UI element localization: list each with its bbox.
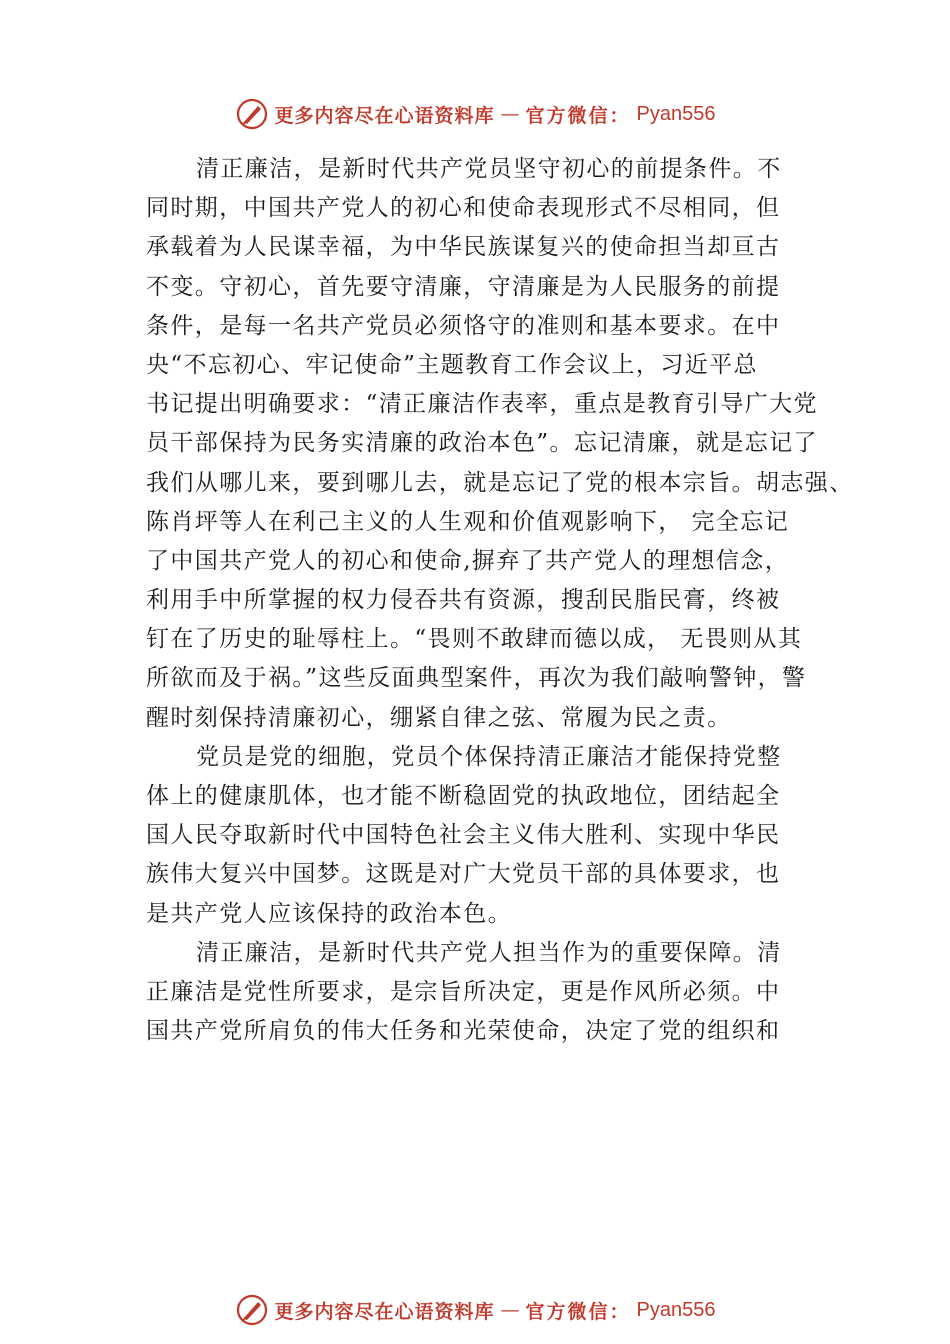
footer-wechat-id: Pyan556 [636,1298,716,1321]
paragraph-line: 书记提出明确要求：“清正廉洁作表率，重点是教育引导广大党 [146,391,818,418]
paragraph-line: 所欲而及于祸。”这些反面典型案件，再次为我们敲响警钟，警 [146,665,807,692]
paragraph-line: 国共产党所肩负的伟大任务和光荣使命，决定了党的组织和 [146,1018,781,1045]
header-brand-text: 更多内容尽在心语资料库 [274,104,495,127]
header-wechat-id: Pyan556 [636,102,716,125]
paragraph-line: 不变。守初心，首先要守清廉，守清廉是为人民服务的前提 [146,273,781,300]
paragraph-line: 员干部保持为民务实清廉的政治本色”。忘记清廉，就是忘记了 [146,430,818,457]
paragraph-line: 利用手中所掌握的权力侵吞共有资源，搜刮民脂民膏，终被 [146,587,781,614]
paragraph-line: 正廉洁是党性所要求，是宗旨所决定，更是作风所必须。中 [146,978,781,1005]
quill-pen-logo-icon [235,1293,269,1327]
paragraph-line: 我们从哪儿来，要到哪儿去，就是忘记了党的根本宗旨。胡志强、 [146,469,854,496]
footer-separator: — [500,1299,520,1321]
paragraph-line: 醒时刻保持清廉初心，绷紧自律之弦、常履为民之责。 [146,704,732,731]
footer-brand-text: 更多内容尽在心语资料库 [274,1300,495,1323]
paragraph-line: 国人民夺取新时代中国特色社会主义伟大胜利、实现中华民 [146,822,781,849]
paragraph-line: 钉在了历史的耻辱柱上。“畏则不敢肆而德以成， 无畏则从其 [146,626,803,653]
paragraph-line: 党员是党的细胞，党员个体保持清正廉洁才能保持党整 [196,743,782,770]
paragraph-line: 族伟大复兴中国梦。这既是对广大党员干部的具体要求，也 [146,861,781,888]
paragraph-line: 了中国共产党人的初心和使命,摒弃了共产党人的理想信念， [146,547,790,574]
paragraph-line: 央“不忘初心、牢记使命”主题教育工作会议上，习近平总 [146,351,758,378]
quill-pen-logo-icon [235,97,269,131]
paragraph-line: 条件，是每一名共产党员必须恪守的准则和基本要求。在中 [146,312,781,339]
document-body [146,150,854,1051]
paragraph-line: 同时期，中国共产党人的初心和使命表现形式不尽相同，但 [146,195,781,222]
footer-wechat-label: 官方微信： [525,1300,631,1323]
header-banner [0,94,950,134]
paragraph-line: 体上的健康肌体，也才能不断稳固党的执政地位，团结起全 [146,783,781,809]
paragraph-line: 是共产党人应该保持的政治本色。 [146,900,512,927]
paragraph-line: 清正廉洁，是新时代共产党员坚守初心的前提条件。不 [196,156,782,182]
header-separator: — [500,103,520,125]
paragraph-line: 清正廉洁，是新时代共产党人担当作为的重要保障。清 [196,939,782,966]
footer-banner [0,1290,950,1330]
paragraph-line: 承载着为人民谋幸福，为中华民族谋复兴的使命担当却亘古 [146,234,781,261]
paragraph-line: 陈肖坪等人在利己主义的人生观和价值观影响下， 完全忘记 [146,508,790,535]
header-wechat-label: 官方微信： [525,104,631,127]
